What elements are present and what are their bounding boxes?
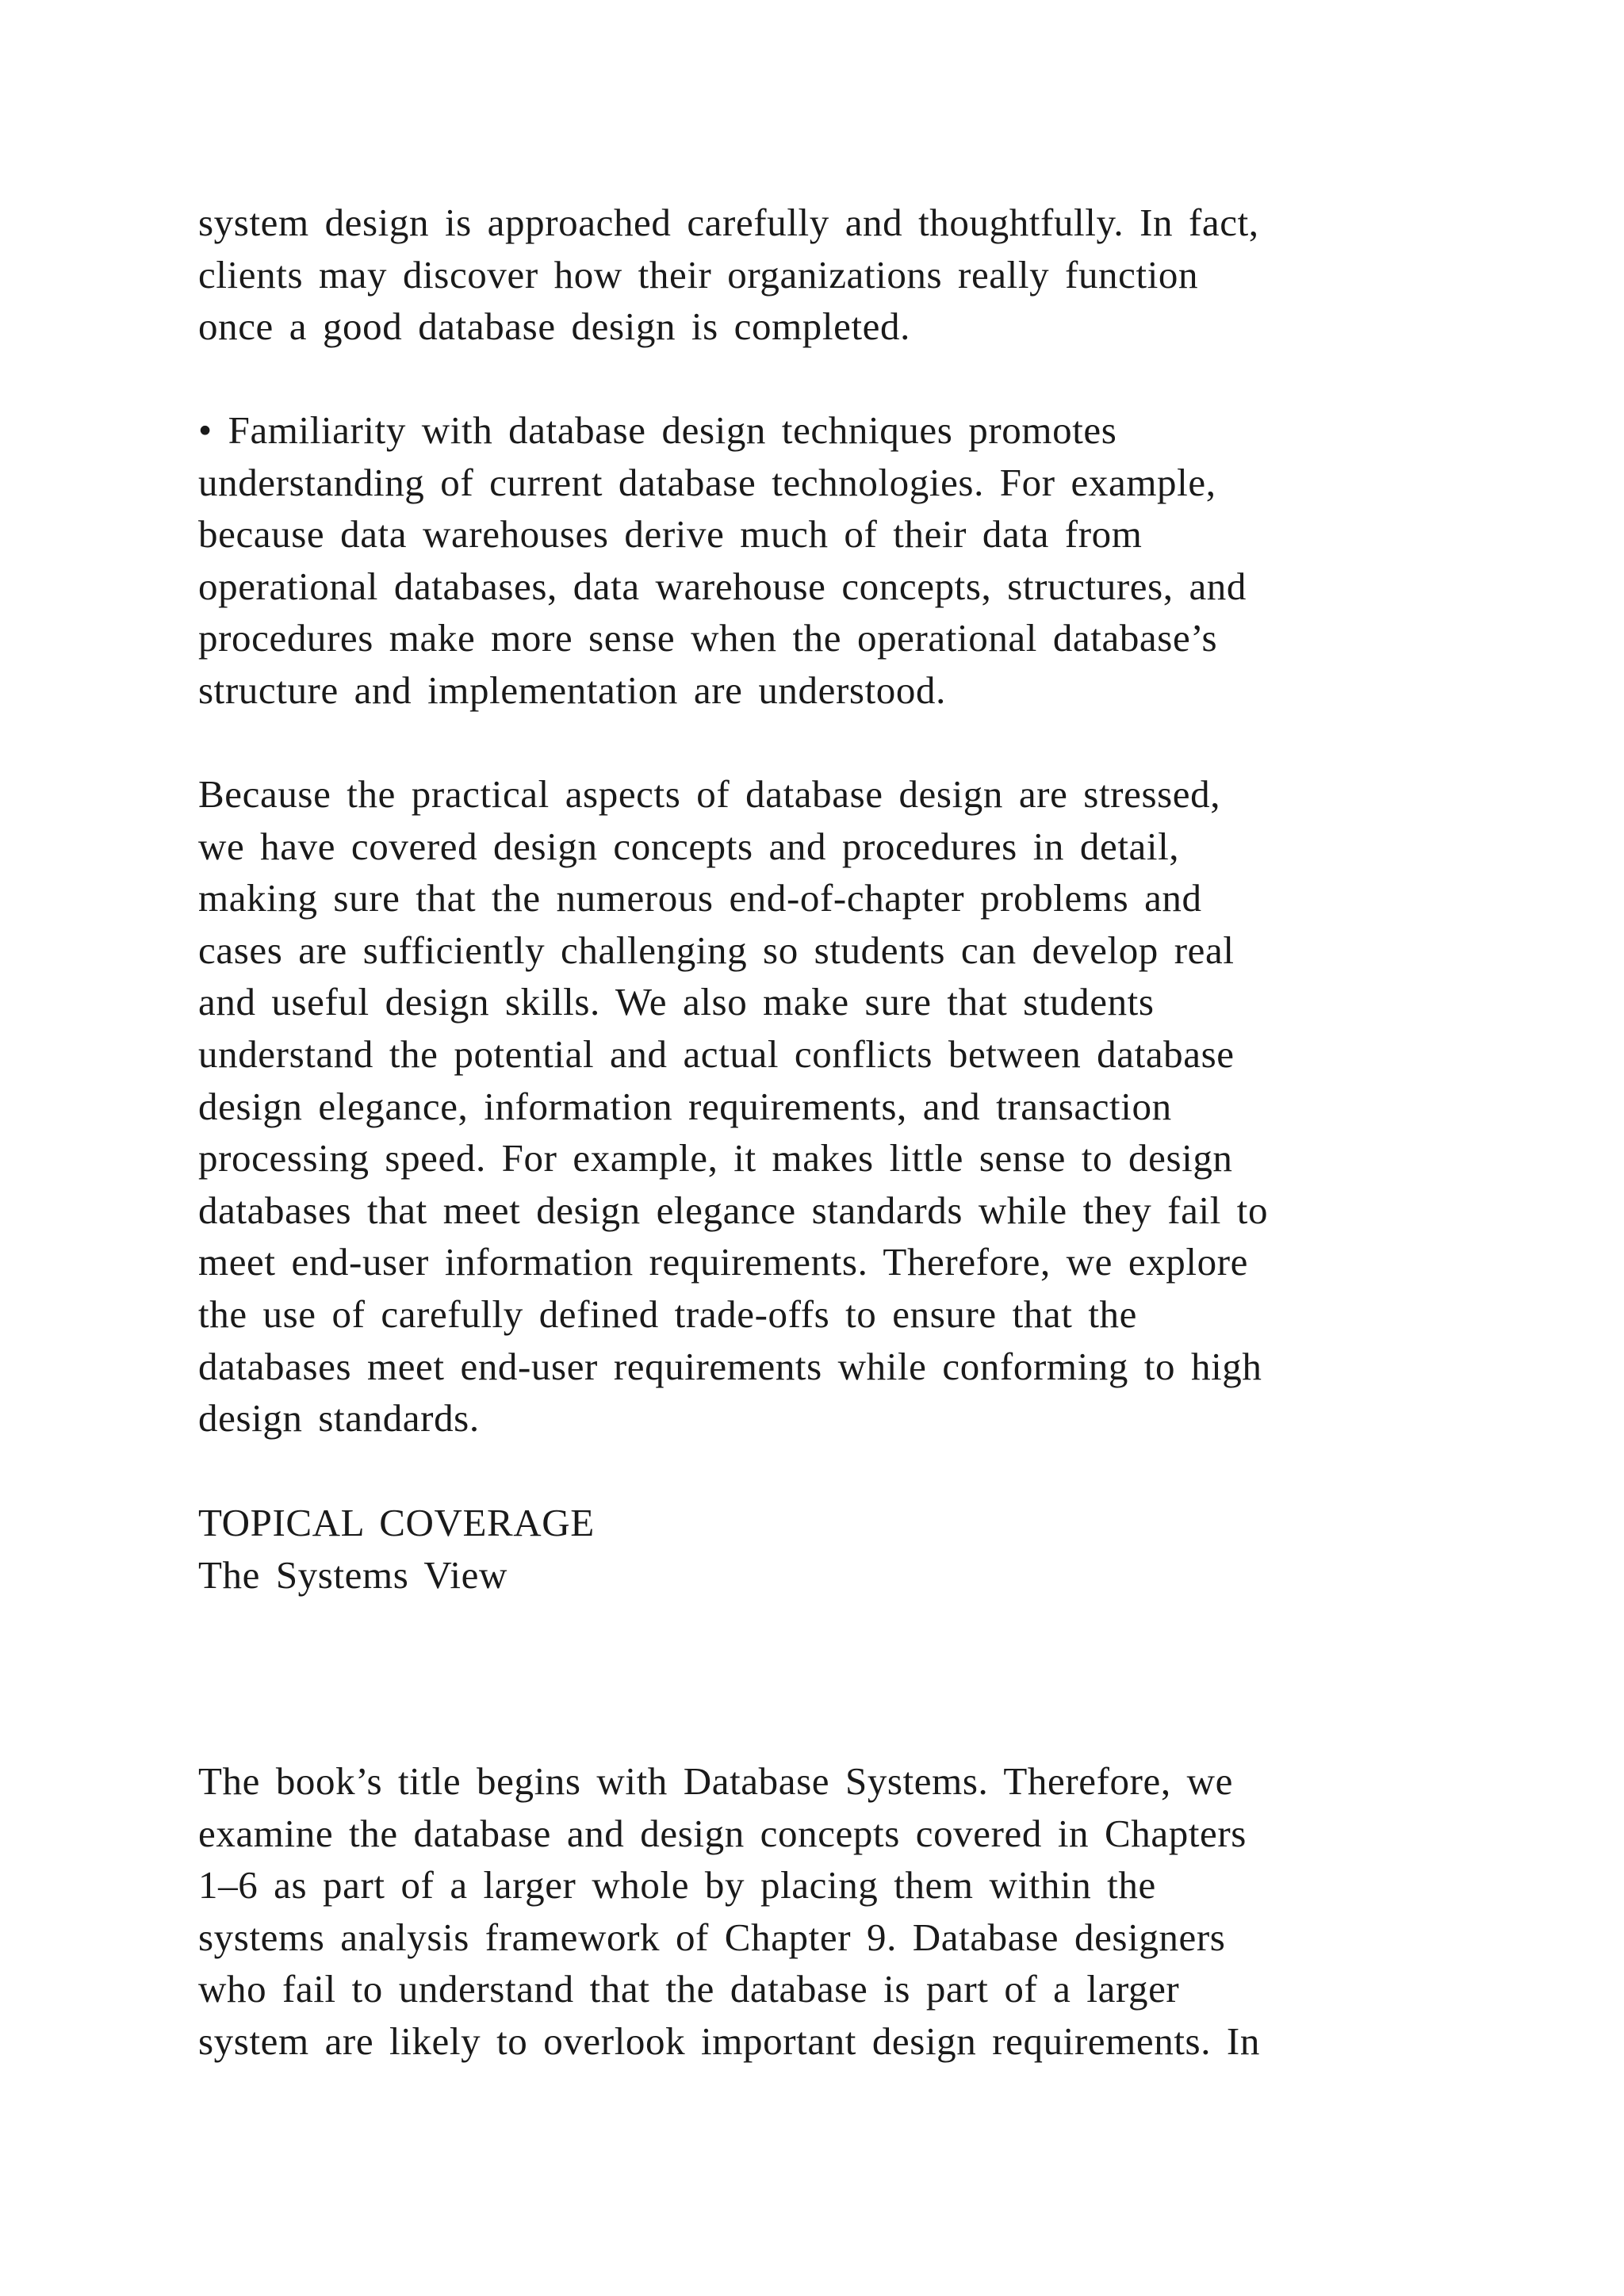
text-line: clients may discover how their organizations really function (198, 252, 1199, 297)
text-line: meet end-user information requirements. Therefore, we explore (198, 1240, 1248, 1284)
text-line: understand the potential and actual conflicts between database (198, 1031, 1235, 1076)
text-line: understanding of current database technologies. For example, (198, 460, 1216, 504)
text-line: examine the database and design concepts covered in Chapters (198, 1811, 1247, 1855)
text-line: structure and implementation are understood. (198, 668, 946, 712)
text-line: Because the practical aspects of database design are stressed, (198, 772, 1221, 816)
text-line: procedures make more sense when the operational database’s (198, 616, 1218, 660)
text-line: design elegance, information requirements, and transaction (198, 1084, 1172, 1128)
section-title: TOPICAL COVERAGE (198, 1501, 595, 1544)
text-line: because data warehouses derive much of their data from (198, 512, 1143, 557)
text-line: 1–6 as part of a larger whole by placing them within the (198, 1863, 1156, 1908)
text-line: databases meet end-user requirements while conforming to high (198, 1344, 1262, 1388)
text-line: cases are sufficiently challenging so students can develop real (198, 928, 1235, 972)
text-line: system design is approached carefully and thoughtfully. In fact, (198, 201, 1259, 244)
subsection-title: The Systems View (198, 1552, 508, 1597)
text-line: operational databases, data warehouse concepts, structures, and (198, 564, 1247, 608)
text-line: The book’s title begins with Database Systems. Therefore, we (198, 1759, 1233, 1803)
text-line: processing speed. For example, it makes little sense to design (198, 1136, 1233, 1181)
text-line: system are likely to overlook important design requirements. In (198, 2019, 1260, 2063)
text-line: once a good database design is completed. (198, 304, 910, 349)
bullet-item-familiarity (198, 404, 1435, 717)
text-line: the use of carefully defined trade-offs to ensure that the (198, 1292, 1137, 1336)
text-line: we have covered design concepts and procedures in detail, (198, 824, 1180, 868)
text-line: making sure that the numerous end-of-chapter problems and (198, 876, 1202, 920)
section-heading (198, 1497, 1435, 1601)
text-line: systems analysis framework of Chapter 9. Database designers (198, 1915, 1226, 1959)
text-line: databases that meet design elegance standards while they fail to (198, 1188, 1269, 1232)
paragraph-systems-view (198, 1755, 1435, 2068)
text-line: • Familiarity with database design techniques promotes (198, 408, 1117, 452)
text-line: and useful design skills. We also make sure that students (198, 980, 1155, 1024)
text-line: design standards. (198, 1396, 480, 1441)
text-line: who fail to understand that the database is part of a larger (198, 1967, 1180, 2011)
paragraph-practical-aspects (198, 768, 1435, 1445)
paragraph-intro-continuation (198, 197, 1435, 353)
